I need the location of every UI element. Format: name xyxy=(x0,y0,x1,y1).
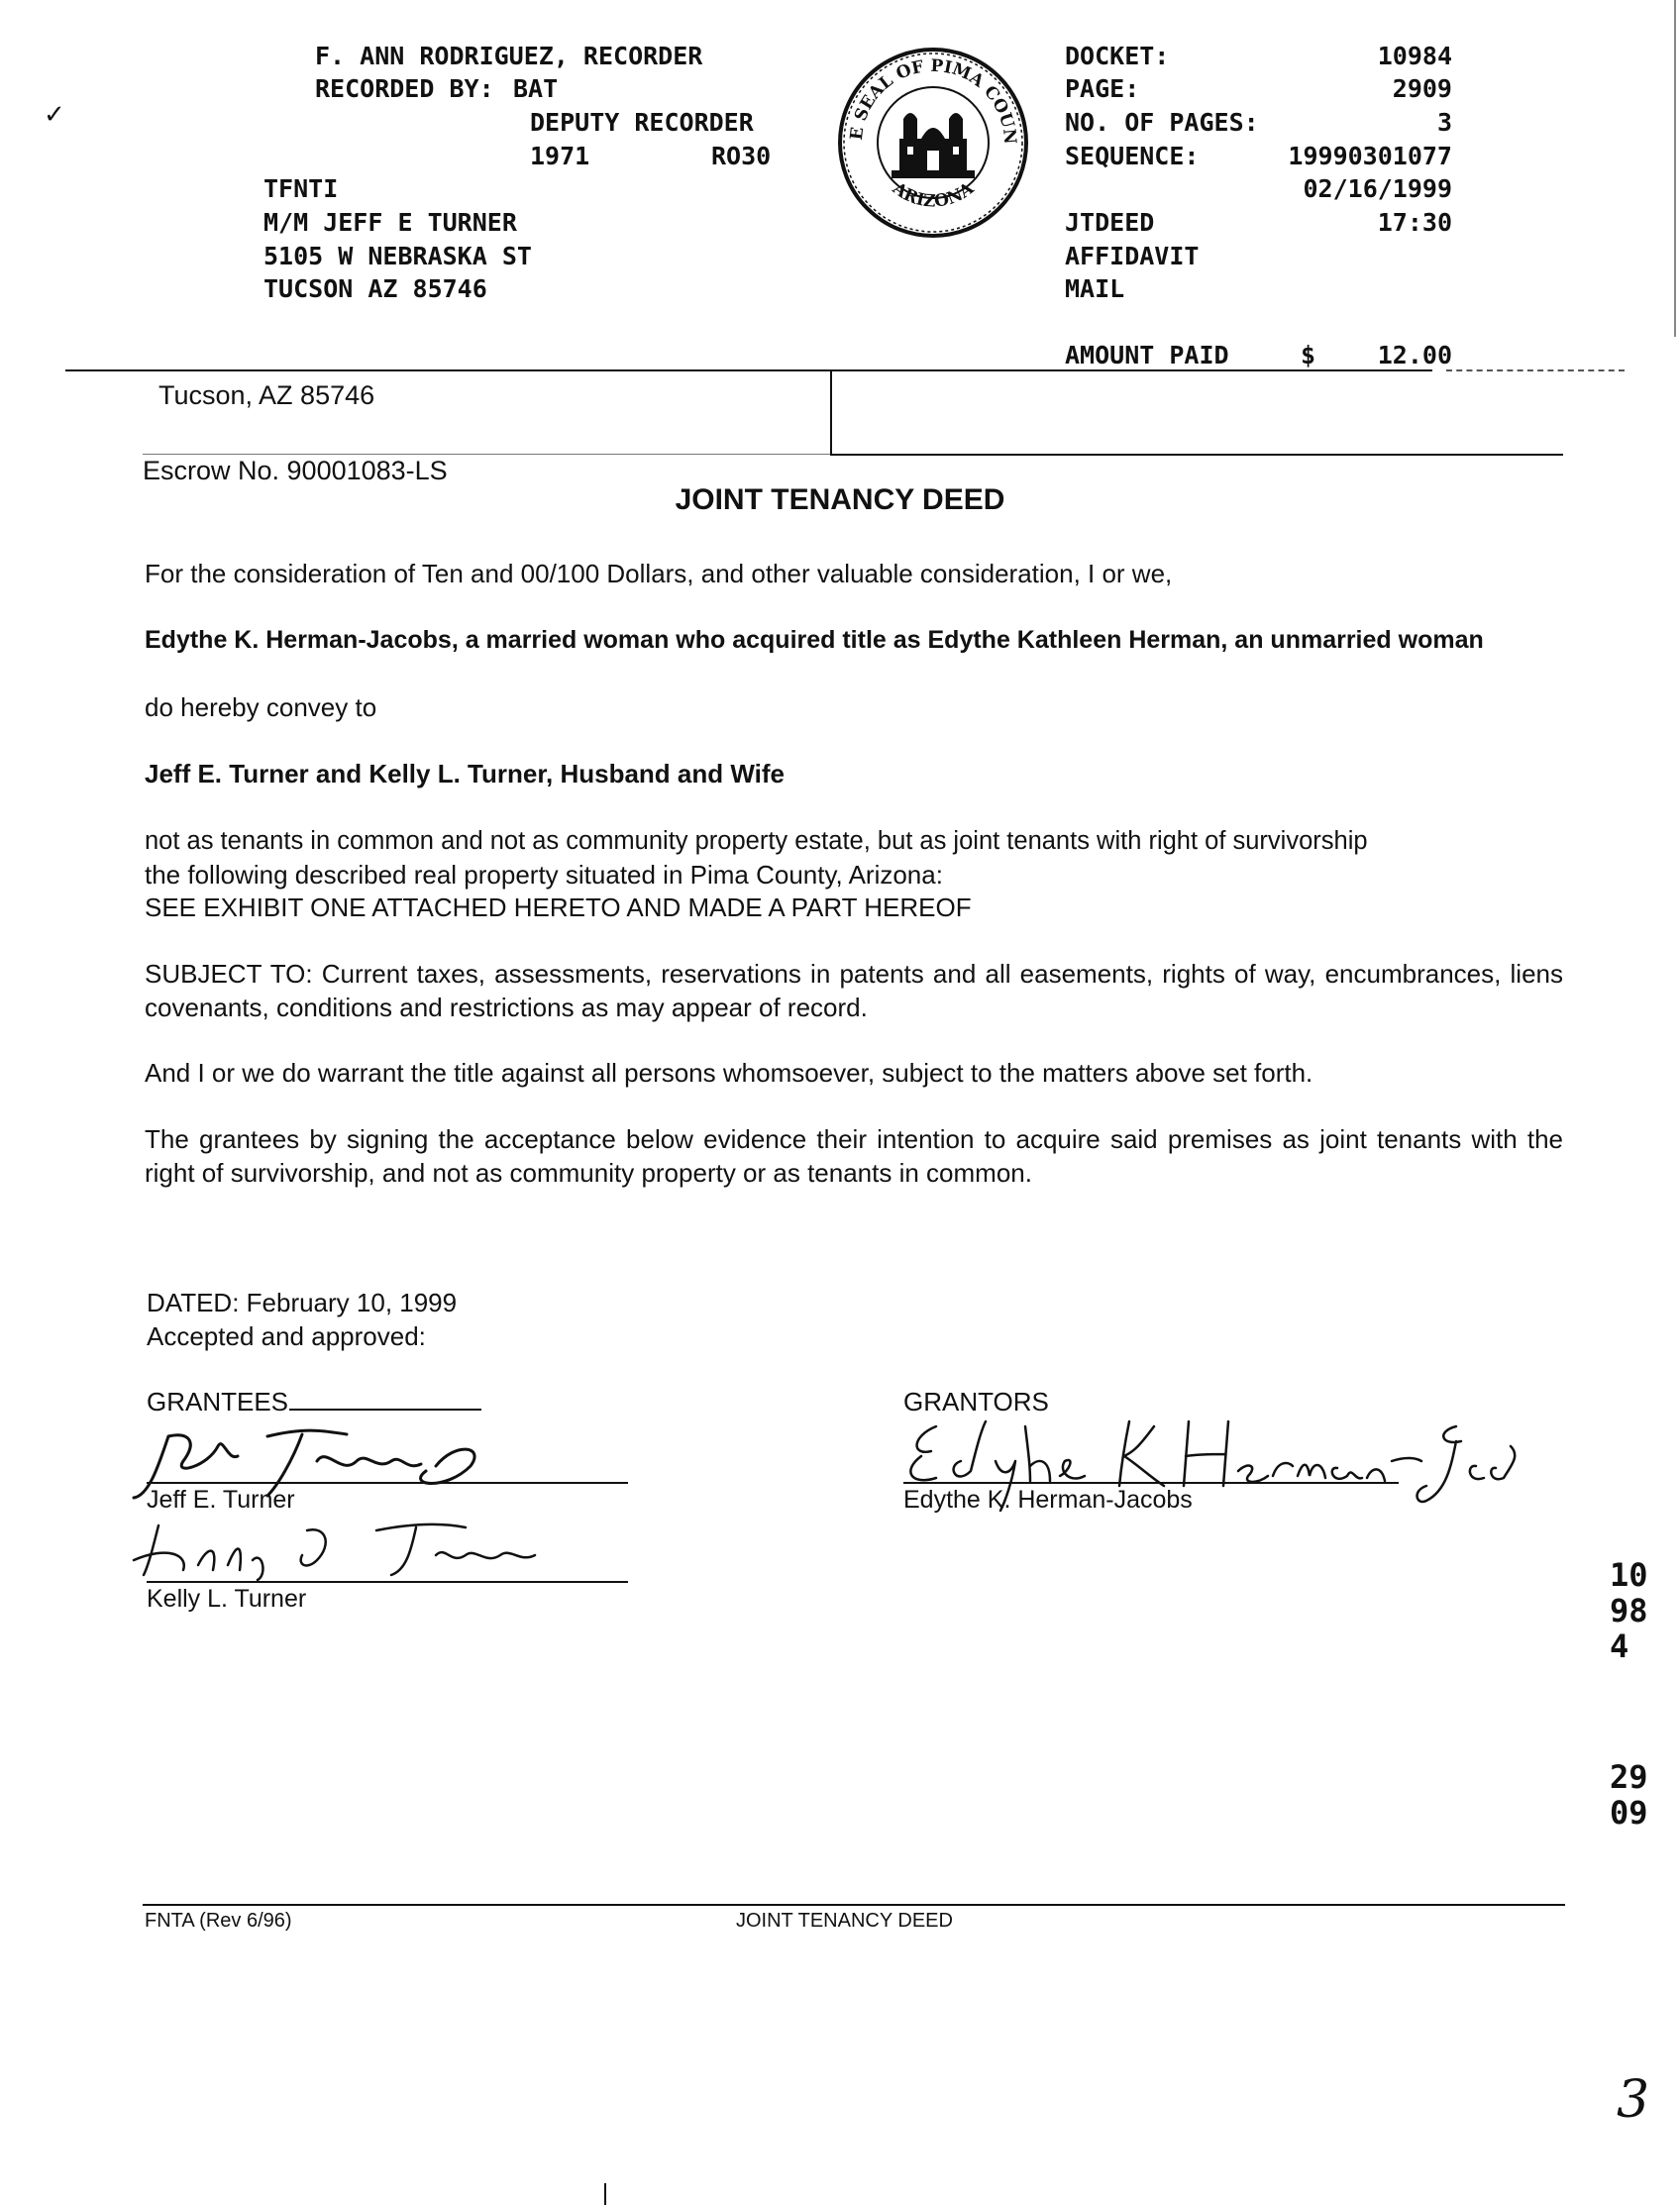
grantee-2-signature xyxy=(129,1516,565,1585)
page-label: PAGE: xyxy=(1065,74,1140,103)
amount-paid-label: AMOUNT PAID xyxy=(1065,341,1229,369)
grantee-description: Jeff E. Turner and Kelly L. Turner, Husband and Wife xyxy=(145,759,786,788)
pages-count-value: 3 xyxy=(1436,108,1452,137)
side-page-digits: 2909 xyxy=(1610,1758,1648,1832)
document-title: JOINT TENANCY DEED xyxy=(675,483,1005,516)
recorded-by-value: BAT xyxy=(513,74,559,103)
footer-rule xyxy=(143,1904,1565,1906)
consideration-paragraph: For the consideration of Ten and 00/100 Dollars, and other valuable consideration, I or we, xyxy=(145,559,1173,588)
page-value: 2909 xyxy=(1392,74,1452,103)
margin-check-mark: ✓ xyxy=(44,99,65,129)
addressee-city: TUCSON AZ 85746 xyxy=(263,274,487,303)
grantee-1-name: Jeff E. Turner xyxy=(147,1486,295,1514)
document-type: JTDEED xyxy=(1065,208,1155,237)
return-address: Tucson, AZ 85746 xyxy=(158,380,375,410)
scan-bottom-mark xyxy=(604,2183,606,2205)
affidavit-label: AFFIDAVIT xyxy=(1065,242,1200,270)
grantees-label: GRANTEES xyxy=(147,1387,289,1417)
grantor-1-name: Edythe K. Herman-Jacobs xyxy=(903,1486,1193,1514)
seal-top-text: E SEAL OF PIMA COUN xyxy=(846,55,1020,146)
escrow-rule xyxy=(143,454,830,455)
address-box-vertical xyxy=(830,369,832,455)
sequence-label: SEQUENCE: xyxy=(1065,142,1200,170)
pima-county-seal xyxy=(834,44,1032,242)
address-box-bottom xyxy=(830,454,1563,456)
deputy-recorder-label: DEPUTY RECORDER xyxy=(530,108,754,137)
convey-clause: do hereby convey to xyxy=(145,692,377,722)
header-divider xyxy=(65,369,1432,371)
dated-line: DATED: February 10, 1999 xyxy=(147,1288,458,1317)
subject-to-paragraph: SUBJECT TO: Current taxes, assessments, reservations in patents and all easements, rights of way, encumbrances, liens covenants, conditions and restrictions as may appear of record. xyxy=(145,959,1563,1022)
escrow-number: Escrow No. 90001083-LS xyxy=(143,456,448,485)
grantor-1-signature-line xyxy=(903,1482,1399,1484)
recorded-by-label: RECORDED BY: xyxy=(315,74,494,103)
handwritten-page-number: 3 xyxy=(1617,2070,1650,2130)
grantees-intent-paragraph: The grantees by signing the acceptance below evidence their intention to acquire said premises as joint tenants with the right of survivorship, and not as community property or as tenants in common. xyxy=(145,1124,1563,1188)
svg-text:THE SEAL OF PIMA COUNTY xyxy=(834,44,1019,145)
accepted-line: Accepted and approved: xyxy=(147,1321,426,1351)
grantee-2-name: Kelly L. Turner xyxy=(147,1585,307,1613)
deputy-code-1: 1971 xyxy=(530,142,590,170)
scan-edge-mark xyxy=(1674,0,1676,337)
docket-label: DOCKET: xyxy=(1065,42,1170,70)
grantee-1-signature-line xyxy=(147,1482,628,1484)
header-divider-dashed xyxy=(1446,369,1625,371)
warranty-paragraph: And I or we do warrant the title against all persons whomsoever, subject to the matters above set forth. xyxy=(145,1058,1313,1088)
record-time: 17:30 xyxy=(1377,208,1452,237)
tenancy-line-2: the following described real property situated in Pima County, Arizona: xyxy=(145,860,943,890)
docket-value: 10984 xyxy=(1377,42,1452,70)
currency-symbol: $ xyxy=(1301,341,1316,369)
sequence-value: 19990301077 xyxy=(1288,142,1452,170)
side-docket-digits: 10984 xyxy=(1610,1556,1648,1665)
seal-bottom-text: ARIZONA xyxy=(889,178,978,212)
side-page-stamp xyxy=(1610,1759,1649,1831)
deputy-code-2: RO30 xyxy=(711,142,772,170)
tenancy-line-1: not as tenants in common and not as community property estate, but as joint tenants with right of survivorship xyxy=(145,827,1368,855)
grantor-description: Edythe K. Herman-Jacobs, a married woman who acquired title as Edythe Kathleen Herman, an unmarried woman xyxy=(145,626,1484,654)
side-docket-stamp xyxy=(1610,1557,1649,1664)
mail-label: MAIL xyxy=(1065,274,1125,303)
grantors-label: GRANTORS xyxy=(903,1387,1049,1417)
pages-count-label: NO. OF PAGES: xyxy=(1065,108,1259,137)
record-date: 02/16/1999 xyxy=(1303,174,1452,203)
footer-form-code: FNTA (Rev 6/96) xyxy=(145,1910,292,1932)
mail-code: TFNTI xyxy=(263,174,339,203)
svg-text:ARIZONA xyxy=(888,178,978,212)
grantees-label-rule xyxy=(289,1409,481,1411)
recorder-name: F. ANN RODRIGUEZ, RECORDER xyxy=(315,42,703,70)
seal-graphic xyxy=(834,44,1032,242)
addressee-street: 5105 W NEBRASKA ST xyxy=(263,242,532,270)
grantee-2-signature-line xyxy=(147,1581,628,1583)
addressee-name: M/M JEFF E TURNER xyxy=(263,208,517,237)
footer-document-title: JOINT TENANCY DEED xyxy=(736,1910,953,1932)
amount-paid-value: 12.00 xyxy=(1377,341,1452,369)
exhibit-reference: SEE EXHIBIT ONE ATTACHED HERETO AND MADE A PART HEREOF xyxy=(145,892,972,922)
